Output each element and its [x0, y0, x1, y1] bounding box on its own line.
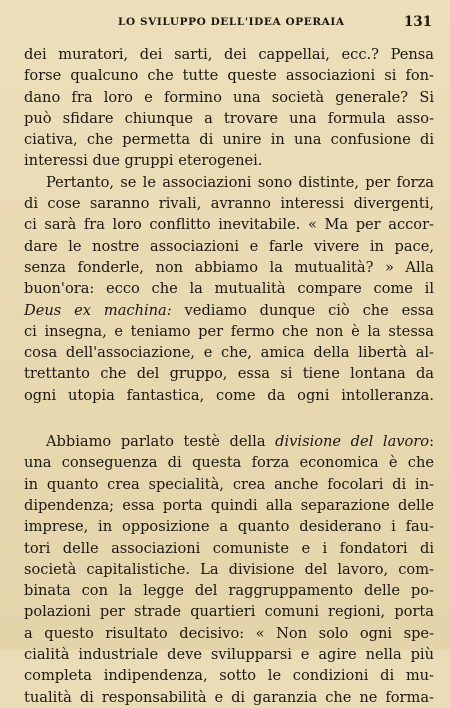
text-line: una conseguenza di questa forza economica è che [24, 454, 434, 472]
text-line: tualità di responsabilità e di garanzia che ne forma- [24, 688, 434, 706]
text-line: ci sarà fra loro conflitto inevitabile. « Ma per accor- [24, 216, 434, 234]
page-number: 131 [403, 14, 432, 30]
page-header [0, 13, 450, 33]
italic-phrase: divisione del lavoro [275, 433, 430, 451]
text-line: dano fra loro e formino una società generale? Si [24, 88, 434, 106]
text-line: trettanto che del gruppo, essa si tiene lontana da [24, 365, 434, 383]
paragraph-2 [24, 172, 434, 406]
running-title: LO SVILUPPO DELL'IDEA OPERAIA [118, 16, 345, 28]
text-line: società capitalistiche. La divisione del lavoro, com- [24, 560, 434, 578]
text-line: completa indipendenza, sotto le condizioni di mu- [24, 667, 434, 685]
paragraph-3 [24, 431, 434, 708]
text-line: può sfidare chiunque a trovare una formula asso- [24, 109, 434, 127]
text-line: cosa dell'associazione, e che, amica della libertà al- [24, 344, 434, 362]
text-line: dei muratori, dei sarti, dei cappellai, ecc.? Pensa [24, 46, 434, 63]
text-line: di cose saranno rivali, avranno interessi divergenti, [24, 195, 434, 213]
paragraph-1 [24, 44, 434, 172]
text-line: cialità industriale deve svilupparsi e agire nella più [24, 646, 434, 664]
text-line: senza fonderle, non abbiamo la mutualità? » Alla [24, 258, 434, 276]
text-line: binata con la legge del raggruppamento delle po- [24, 582, 434, 600]
text-line: ogni utopia fantastica, come da ogni intolleranza. [24, 386, 434, 404]
text-run: : [429, 433, 434, 451]
text-line: dipendenza; essa porta quindi alla separazione delle [24, 496, 434, 514]
text-line [24, 431, 434, 452]
text-line: Pertanto, se le associazioni sono distinte, per forza [46, 173, 434, 191]
page-body [24, 44, 434, 708]
text-line: a questo risultato decisivo: « Non solo ogni spe- [24, 624, 434, 642]
paragraph-gap [24, 406, 434, 431]
text-line: interessi due gruppi eterogenei. [24, 152, 263, 170]
text-line: ciativa, che permetta di unire in una confusione di [24, 131, 434, 149]
text-line: tori delle associazioni comuniste e i fondatori di [24, 539, 434, 557]
text-line: polazioni per strade quartieri comuni regioni, porta [24, 603, 434, 621]
text-line [24, 300, 434, 321]
italic-phrase: Deus ex machina: [24, 301, 172, 319]
text-line: ci insegna, e teniamo per fermo che non è la stessa [24, 322, 434, 340]
text-run: vediamo dunque ciò che essa [171, 301, 434, 319]
text-line: dare le nostre associazioni e farle vivere in pace, [24, 237, 434, 255]
text-line: buon'ora: ecco che la mutualità compare come il [24, 280, 434, 298]
text-line: forse qualcuno che tutte queste associazioni si fon- [24, 67, 434, 85]
text-run: Abbiamo parlato testè della [46, 433, 276, 451]
text-line: imprese, in opposizione a quanto desiderano i fau- [24, 518, 434, 536]
text-line: in quanto crea specialità, crea anche focolari di in- [24, 475, 434, 493]
